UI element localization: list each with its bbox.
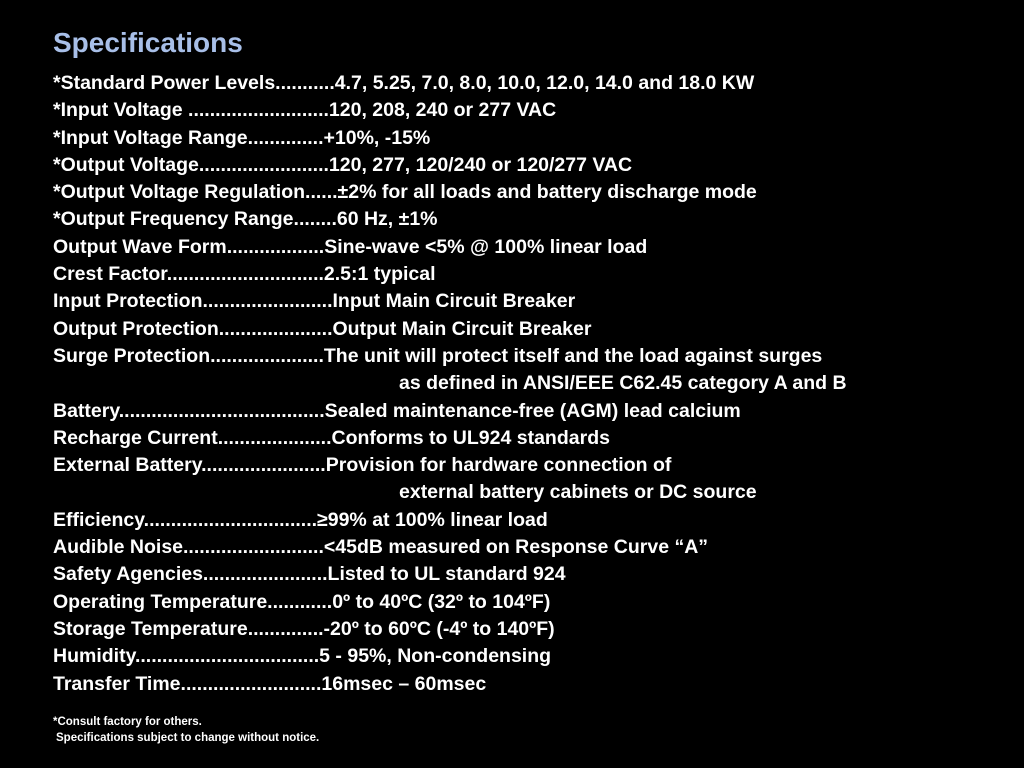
spec-storage-temperature: Storage Temperature..............-20º to 60ºC (-4º to 140ºF) (53, 617, 555, 640)
spec-output-frequency-range: *Output Frequency Range........60 Hz, ±1% (53, 208, 438, 231)
spec-input-protection: Input Protection........................Input Main Circuit Breaker (53, 290, 576, 313)
spec-list (53, 70, 1013, 698)
spec-operating-temperature: Operating Temperature............0º to 40ºC (32º to 104ºF) (53, 590, 551, 613)
spec-output-voltage: *Output Voltage........................120, 277, 120/240 or 120/277 VAC (53, 153, 633, 176)
spec-humidity: Humidity..................................5 - 95%, Non-condensing (53, 645, 552, 668)
spec-surge-protection-continued: as defined in ANSI/EEE C62.45 category A and B (399, 372, 847, 395)
spec-safety-agencies: Safety Agencies.......................Listed to UL standard 924 (53, 563, 566, 586)
spec-input-voltage: *Input Voltage ..........................120, 208, 240 or 277 VAC (53, 99, 557, 122)
spec-output-voltage-regulation: *Output Voltage Regulation......±2% for all loads and battery discharge mode (53, 181, 757, 204)
spec-audible-noise: Audible Noise..........................<45dB measured on Response Curve “A” (53, 536, 709, 559)
spec-output-wave-form: Output Wave Form..................Sine-wave <5% @ 100% linear load (53, 235, 648, 258)
footnote-subject-to-change: Specifications subject to change without notice. (56, 732, 320, 744)
spec-recharge-current: Recharge Current.....................Conforms to UL924 standards (53, 426, 610, 449)
spec-crest-factor: Crest Factor.............................2.5:1 typical (53, 263, 436, 286)
footnote-consult-factory: *Consult factory for others. (53, 716, 202, 728)
spec-external-battery-continued: external battery cabinets or DC source (399, 481, 757, 504)
page-title: Specifications (53, 27, 243, 58)
spec-standard-power-levels: *Standard Power Levels...........4.7, 5.25, 7.0, 8.0, 10.0, 12.0, 14.0 and 18.0 KW (53, 72, 755, 94)
spec-transfer-time: Transfer Time..........................16msec – 60msec (53, 672, 487, 695)
footnotes (53, 714, 319, 746)
spec-battery: Battery......................................Sealed maintenance-free (AGM) lead calcium (53, 399, 741, 422)
spec-efficiency: Efficiency................................≥99% at 100% linear load (53, 508, 548, 531)
spec-surge-protection: Surge Protection.....................The unit will protect itself and the load against surges (53, 344, 823, 367)
spec-input-voltage-range: *Input Voltage Range..............+10%, -15% (53, 126, 431, 149)
spec-external-battery: External Battery.......................Provision for hardware connection of (53, 454, 672, 477)
spec-output-protection: Output Protection.....................Output Main Circuit Breaker (53, 317, 592, 340)
